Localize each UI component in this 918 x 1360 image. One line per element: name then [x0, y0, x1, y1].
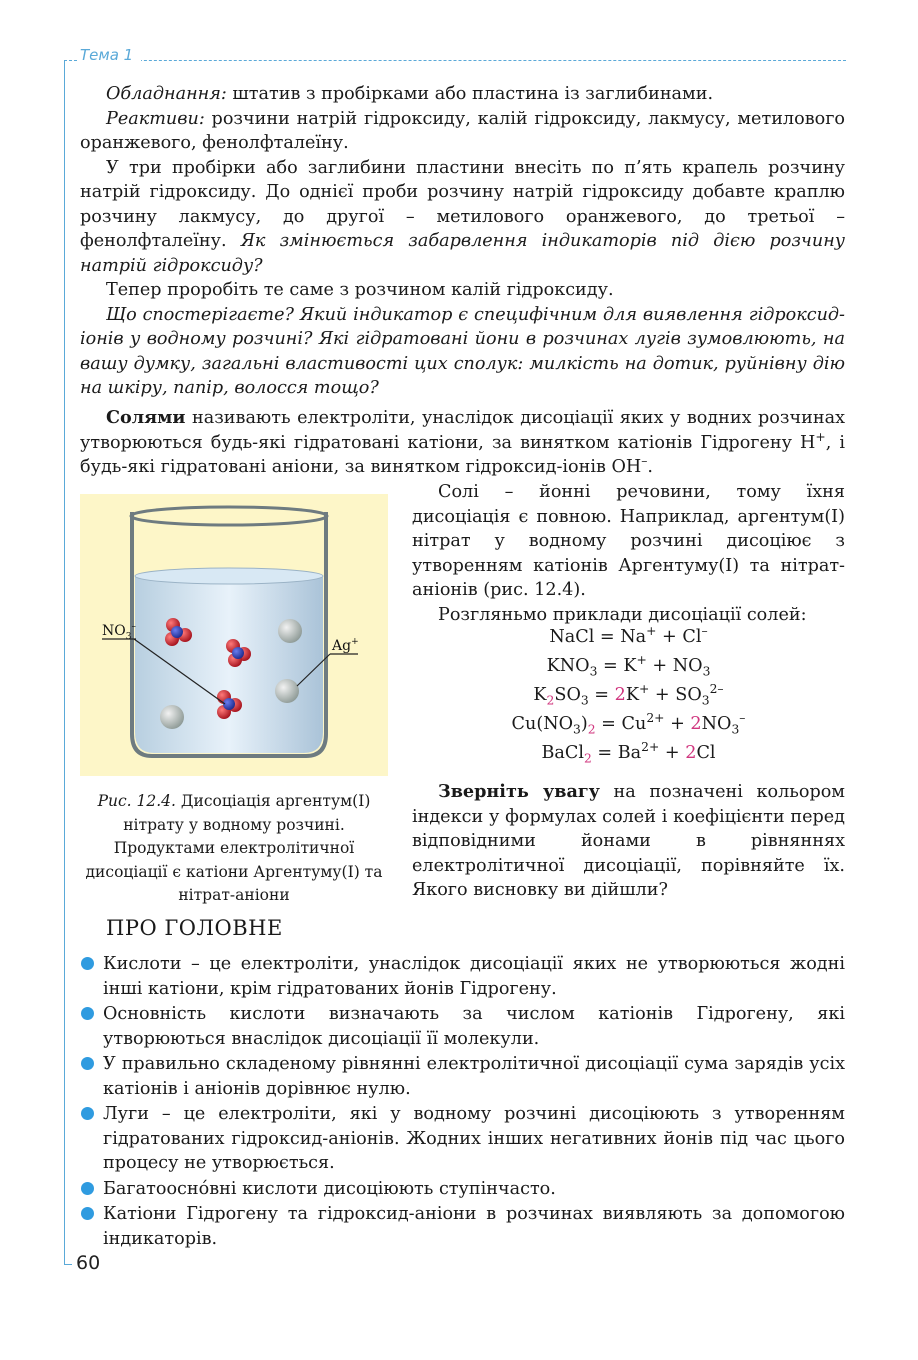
silver-ion — [160, 705, 184, 729]
bullet-dot-icon — [81, 1207, 94, 1220]
summary-item: Луги – це електроліти, які у водному розчині дисоціюють з утворенням гідратованих гідроксид-аніонів. Жодних інших негативних йонів під час цього процесу не утворюється. — [80, 1102, 845, 1176]
topic-label: Тема 1 — [78, 46, 141, 64]
frame-left-line — [64, 60, 65, 1265]
svg-text:Ag+: Ag+ — [332, 637, 359, 654]
intro-block — [80, 82, 845, 401]
examples-intro: Розгляньмо приклади дисоціації солей: — [438, 604, 807, 625]
questions-paragraph: Що спостерігаєте? Який індикатор є специфічним для виявлення гідроксид-іонів у водному розчині? Які гідратовані йони в розчинах лугів зумовлюють, на вашу думку, загальні властивості цих сполук: милкість на дотик, руйнівну дію на шкіру, папір, волосся тощо? — [80, 304, 845, 398]
summary-item: Основність кислоти визначають за числом катіонів Гідрогену, які утворюються внаслідок дисоціації її молекули. — [80, 1002, 845, 1051]
frame-top-line — [64, 60, 846, 61]
label-ag: Ag — [332, 638, 352, 654]
bullet-dot-icon — [81, 957, 94, 970]
procedure-paragraph: У три пробірки або заглибини пластини внесіть по п’ять крапель розчину натрій гідроксиду. До однієї проби розчину натрій гідроксиду добавте краплю розчину лакмусу, до другої – метилового оранжевого, до третьої – фенолфталеїну. Як змінюється забарвлення індикаторів під дією розчину натрій гідроксиду? — [80, 157, 845, 276]
figure-caption: Рис. 12.4. Дисоціація аргентум(I) нітрату у водному розчині. Продуктами електролітичної дисоціації є катіони Аргентуму(I) та нітрат-аніони — [85, 792, 383, 904]
equation-bacl2: BaCl$_2$ = $Ba^{2+} + 2Cl$ — [541, 740, 716, 766]
equation-k2so3: $K_2SO_3 = 2K^+ + SO_3^{2-}$ — [533, 682, 724, 708]
salts-term: Солями — [106, 407, 186, 428]
silver-ion — [278, 619, 302, 643]
frame-bottom-tick — [64, 1264, 72, 1265]
summary-list — [80, 952, 845, 1252]
summary-item: У правильно складеному рівнянні електролітичної дисоціації сума зарядів усіх катіонів і аніонів дорівнює нулю. — [80, 1052, 845, 1101]
equation-kno3: $KNO_3 = K^+ + NO_3$ — [546, 653, 711, 679]
summary-item: Багатоосно́вні кислоти дисоціюють ступінчасто. — [80, 1177, 845, 1202]
attention-block: Зверніть увагу на позначені кольором індекси у формулах солей і коефіцієнти перед відповідними йонами в рівняннях електролітичної дисоціації, порівняйте їх. Якого висновку ви дійшли? — [412, 781, 845, 900]
bullet-dot-icon — [81, 1182, 94, 1195]
summary-heading: ПРО ГОЛОВНЕ — [106, 916, 283, 940]
ionic-paragraph: Солі – йонні речовини, тому їхня дисоціація є повною. Наприклад, аргентум(I) нітрат у водному розчині дисоціює з утворенням катіонів Аргентуму(I) та нітрат-аніонів (рис. 12.4). — [412, 482, 845, 600]
summary-item: Катіони Гідрогену та гідроксид-аніони в розчинах виявляють за допомогою індикаторів. — [80, 1202, 845, 1251]
attention-label: Зверніть увагу — [438, 781, 600, 802]
ionic-paragraph-block — [412, 480, 845, 627]
bullet-dot-icon — [81, 1057, 94, 1070]
summary-item: Кислоти – це електроліти, унаслідок дисоціації яких не утворюються жодні інші катіони, крім гідратованих йонів Гідрогену. — [80, 952, 845, 1001]
salts-definition: Солями називають електроліти, унаслідок дисоціації яких у водних розчинах утворюються будь-які гідратовані катіони, за винятком катіонів Гідрогену H+, і будь-які гідратовані аніони, за винятком гідроксид-іонів OH–. — [80, 407, 845, 477]
repeat-paragraph: Тепер проробіть те саме з розчином калій гідроксиду. — [106, 280, 614, 300]
figure-beaker — [80, 494, 388, 776]
equation-cuno32: $Cu(NO_3)_2 = Cu^{2+} + 2NO_3^-$ — [511, 711, 746, 737]
equipment-line: Обладнання: штатив з пробірками або пластина із заглибинами. — [106, 84, 714, 104]
bullet-dot-icon — [81, 1107, 94, 1120]
bullet-dot-icon — [81, 1007, 94, 1020]
label-no3: NO — [102, 623, 126, 639]
beaker-illustration — [80, 494, 388, 776]
page-number: 60 — [76, 1252, 101, 1274]
silver-ion — [275, 679, 299, 703]
svg-text:NO3–: $NO_3^-$ — [102, 622, 136, 642]
reagents-line: Реактиви: розчини натрій гідроксиду, калій гідроксиду, лакмусу, метилового оранжевого, фенолфталеїну. — [80, 108, 845, 153]
equation-nacl: NaCl = Na+ + Cl– — [549, 624, 708, 647]
